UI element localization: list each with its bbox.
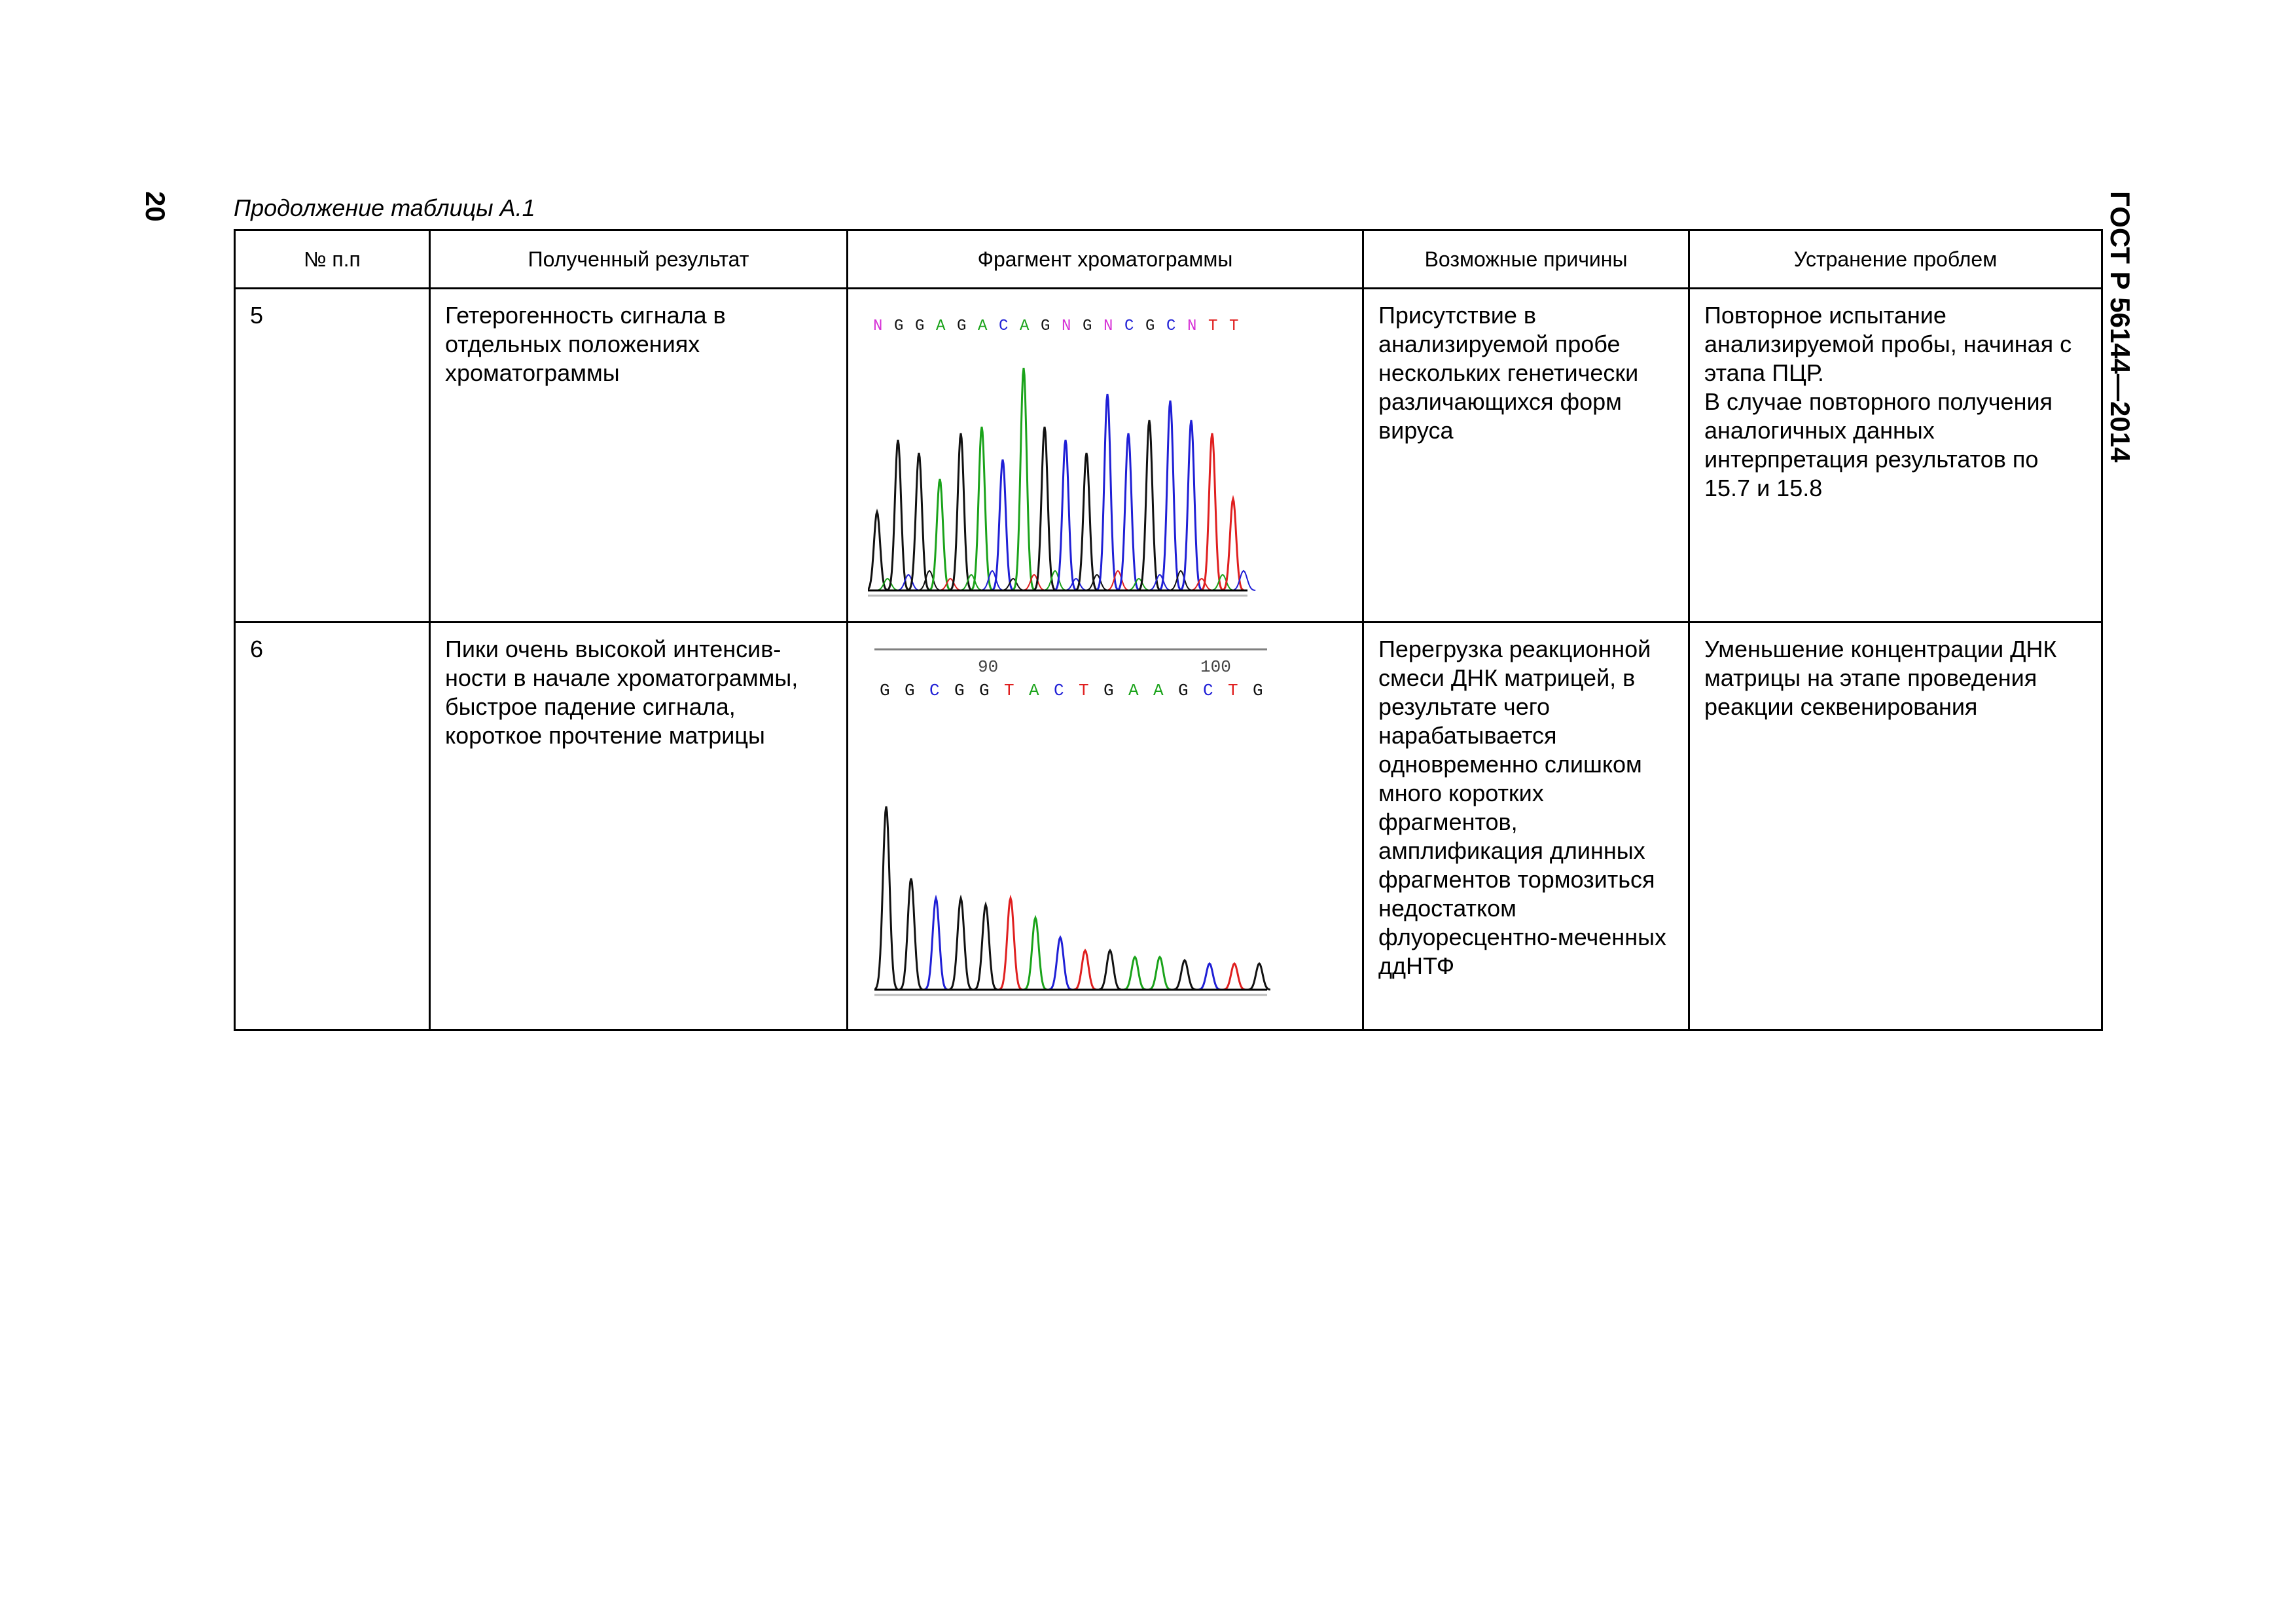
peak	[1223, 964, 1246, 990]
peak	[1202, 433, 1222, 590]
table-row	[235, 623, 2102, 1030]
peak	[1118, 433, 1138, 590]
peak	[908, 453, 929, 590]
secondary-peak	[1106, 571, 1130, 590]
secondary-peak	[960, 575, 983, 590]
sequence-letters	[873, 317, 1238, 335]
base-letter: C	[1054, 681, 1064, 701]
table-row	[235, 289, 2102, 623]
peak	[1024, 918, 1047, 990]
base-letter: C	[1124, 317, 1134, 336]
peaks	[868, 368, 1255, 590]
peak	[875, 806, 897, 989]
peak	[1049, 937, 1071, 990]
base-letter: G	[979, 681, 990, 701]
base-letter: A	[1153, 681, 1164, 701]
secondary-peak	[897, 575, 920, 590]
result-cell	[430, 623, 848, 1030]
header-number: № п.п	[235, 230, 430, 289]
peak	[925, 898, 947, 990]
peak	[1149, 957, 1171, 990]
peak	[999, 898, 1022, 990]
position-label: 90	[978, 657, 999, 677]
base-letter: A	[936, 317, 946, 336]
peak	[1076, 453, 1096, 590]
causes-cell	[1363, 623, 1689, 1030]
peak	[1055, 440, 1075, 590]
secondary-peak	[1148, 575, 1172, 590]
base-letter: N	[873, 317, 883, 336]
base-letter: A	[1128, 681, 1139, 701]
position-label: 100	[1200, 657, 1231, 677]
secondary-peak	[918, 571, 941, 590]
peak	[950, 433, 971, 590]
chromatogram-2	[874, 643, 1293, 1009]
base-letter: N	[1062, 317, 1071, 336]
base-letter: T	[1208, 317, 1218, 336]
base-letter: C	[1166, 317, 1176, 336]
chromatogram-cell	[848, 623, 1363, 1030]
base-letter: T	[1229, 317, 1239, 336]
header-chromatogram: Фрагмент хроматограммы	[848, 230, 1363, 289]
secondary-peak	[1085, 575, 1109, 590]
base-letter: G	[894, 317, 904, 336]
table-header-row	[235, 230, 2102, 289]
chromatogram-1	[868, 302, 1261, 610]
base-letter: T	[1228, 681, 1238, 701]
base-letter: N	[1103, 317, 1113, 336]
secondary-peak	[1022, 575, 1046, 590]
fix-text: Повторное испытание анализируемой пробы, начиная с этапа ПЦР. В случае повторного получения аналогичных данных интерпретация результатов по 15.7 и 15.8	[1704, 302, 2072, 502]
base-letter: G	[1253, 681, 1263, 701]
row-number: 5	[250, 302, 264, 329]
peak	[1248, 964, 1270, 990]
row-number-cell	[235, 289, 430, 623]
peak	[868, 512, 888, 590]
base-letter: G	[905, 681, 915, 701]
base-letter: A	[1020, 317, 1030, 336]
base-letter: G	[1103, 681, 1114, 701]
base-letter: A	[1029, 681, 1039, 701]
fix-cell	[1689, 623, 2102, 1030]
base-letter: C	[1203, 681, 1213, 701]
base-letter: C	[999, 317, 1009, 336]
base-letter: G	[1041, 317, 1050, 336]
header-causes: Возможные причины	[1363, 230, 1689, 289]
row-number-cell	[235, 623, 430, 1030]
peak	[1074, 950, 1096, 990]
secondary-peak	[1190, 579, 1213, 590]
secondary-peak	[1064, 579, 1088, 590]
peak	[929, 479, 950, 590]
secondary-peak	[1127, 579, 1151, 590]
base-letter: G	[1145, 317, 1155, 336]
peak	[1097, 394, 1117, 590]
peak	[971, 427, 992, 590]
peaks	[875, 806, 1270, 990]
peak	[1181, 420, 1201, 590]
row-number: 6	[250, 636, 264, 663]
peak	[1174, 960, 1196, 990]
result-text: Пики очень высокой интенсив-ности в начале хроматограммы, быстрое падение сигнала, короткое прочтение матрицы	[445, 636, 798, 749]
secondary-peak	[1211, 575, 1234, 590]
base-letter: G	[1083, 317, 1092, 336]
table-caption: Продолжение таблицы А.1	[234, 194, 535, 221]
fix-text: Уменьшение концентрации ДНК матрицы на этапе проведения реакции секвенирования	[1704, 636, 2057, 721]
secondary-peak	[1232, 571, 1255, 590]
base-letter: G	[954, 681, 965, 701]
base-letter: G	[957, 317, 967, 336]
sequence-letters	[880, 681, 1263, 700]
peak	[1139, 420, 1159, 590]
chromatogram-cell	[848, 289, 1363, 623]
peak	[1160, 401, 1180, 590]
secondary-peak	[876, 579, 899, 590]
secondary-peak	[1169, 571, 1193, 590]
causes-text: Присутствие в анализируемой пробе нескольких генетически различающихся форм вируса	[1378, 302, 1639, 444]
result-cell	[430, 289, 848, 623]
peak	[1099, 950, 1121, 990]
peak	[1198, 964, 1221, 990]
document-code: ГОСТ Р 56144—2014	[2105, 191, 2136, 463]
peak	[975, 905, 997, 990]
result-text: Гетерогенность сигнала в отдельных положениях хроматограммы	[445, 302, 726, 387]
secondary-peak	[1043, 571, 1067, 590]
base-letter: A	[978, 317, 988, 336]
secondary-peak	[939, 579, 962, 590]
peak	[1013, 368, 1033, 590]
base-letter: G	[1178, 681, 1189, 701]
base-letter: G	[915, 317, 925, 336]
base-letter: G	[880, 681, 890, 701]
peak	[1034, 427, 1054, 590]
peak	[888, 440, 908, 590]
causes-cell	[1363, 289, 1689, 623]
secondary-peak	[980, 571, 1004, 590]
base-letter: C	[929, 681, 940, 701]
peak	[992, 460, 1013, 590]
base-letter: T	[1079, 681, 1089, 701]
base-letter: N	[1187, 317, 1197, 336]
results-table	[234, 229, 2103, 1031]
page-number: 20	[140, 191, 171, 222]
header-fix: Устранение проблем	[1689, 230, 2102, 289]
peak	[1124, 957, 1146, 990]
peak	[950, 898, 972, 990]
peak	[900, 878, 922, 989]
base-letter: T	[1004, 681, 1014, 701]
header-result: Полученный результат	[430, 230, 848, 289]
causes-text: Перегрузка реакционной смеси ДНК матрицей, в результате чего нарабатывается одновременно слишком много коротких фрагментов, амплификация длинных фрагментов тормозиться недостатком флуоресцентно-меченных ддНТФ	[1378, 636, 1666, 980]
fix-cell	[1689, 289, 2102, 623]
